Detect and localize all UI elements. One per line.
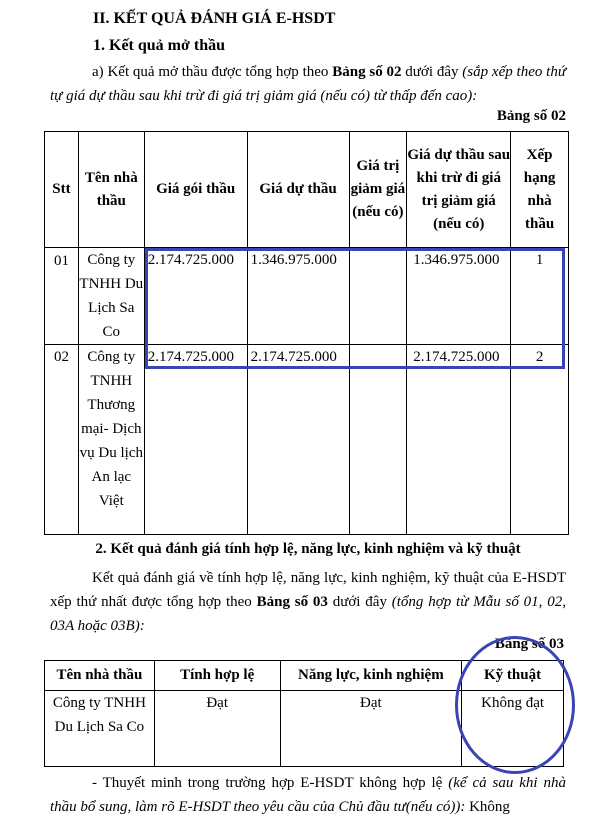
cell-package-price: 2.174.725.000 [144, 248, 247, 345]
cell-bidder-name: Công ty TNHH Du Lịch Sa Co [45, 691, 155, 767]
subsection-title-opening: 1. Kết quả mở thầu [93, 37, 225, 54]
cell-bidder-name: Công ty TNHH Du Lịch Sa Co [78, 248, 144, 345]
header-bidder-name: Tên nhà thầu [78, 132, 144, 248]
opening-paragraph: a) Kết quả mở thầu được tổng hợp theo Bảng số 02 dưới đây (sắp xếp theo thứ tự giá dự thầu sau khi trừ đi giá trị giảm giá (nếu có) từ thấp đến cao): [50, 64, 566, 104]
cell-stt: 01 [45, 248, 79, 345]
cell-capacity: Đạt [280, 691, 462, 767]
cell-bidder-name: Công ty TNHH Thương mại- Dịch vụ Du lịch An lạc Việt [78, 345, 144, 535]
header-package-price: Giá gói thầu [144, 132, 247, 248]
header-technical: Kỹ thuật [462, 661, 564, 691]
header-stt: Stt [45, 132, 79, 248]
header-discount: Giá trị giảm giá (nếu có) [349, 132, 407, 248]
cell-rank: 2 [511, 345, 569, 535]
cell-package-price: 2.174.725.000 [144, 345, 247, 535]
table-row [45, 345, 569, 535]
subsection-title-evaluation: 2. Kết quả đánh giá tính hợp lệ, năng lực, kinh nghiệm và kỹ thuật [95, 541, 521, 557]
evaluation-paragraph: Kết quả đánh giá về tính hợp lệ, năng lực, kinh nghiệm, kỹ thuật của E-HSDT xếp thứ nhất được tổng hợp theo Bảng số 03 dưới đây (tổng hợp từ Mẫu số 01, 02, 03A hoặc 03B): [50, 570, 566, 634]
section-title: II. KẾT QUẢ ĐÁNH GIÁ E-HSDT [93, 10, 336, 27]
header-bidder-name: Tên nhà thầu [45, 661, 155, 691]
cell-rank: 1 [511, 248, 569, 345]
cell-discount [349, 345, 407, 535]
table2-caption: Bảng số 03 [494, 636, 564, 652]
cell-after-discount: 1.346.975.000 [407, 248, 511, 345]
cell-after-discount: 2.174.725.000 [407, 345, 511, 535]
cell-technical: Không đạt [462, 691, 564, 767]
header-after-discount: Giá dự thầu sau khi trừ đi giá trị giảm giá (nếu có) [407, 132, 511, 248]
cell-validity: Đạt [154, 691, 280, 767]
table1-caption: Bảng số 02 [496, 108, 566, 124]
header-rank: Xếp hạng nhà thầu [511, 132, 569, 248]
header-validity: Tính hợp lệ [154, 661, 280, 691]
highlight-rectangle-annotation [145, 248, 565, 369]
header-bid-price: Giá dự thầu [247, 132, 349, 248]
header-capacity-experience: Năng lực, kinh nghiệm [280, 661, 462, 691]
cell-bid-price: 2.174.725.000 [247, 345, 349, 535]
cell-stt: 02 [45, 345, 79, 535]
highlight-circle-annotation [455, 636, 575, 774]
explanation-paragraph: - Thuyết minh trong trường hợp E-HSDT không hợp lệ (kể cả sau khi nhà thầu bổ sung, làm rõ E-HSDT theo yêu cầu của Chủ đầu tư(nếu có)): Không [50, 775, 566, 815]
cell-bid-price: 1.346.975.000 [247, 248, 349, 345]
